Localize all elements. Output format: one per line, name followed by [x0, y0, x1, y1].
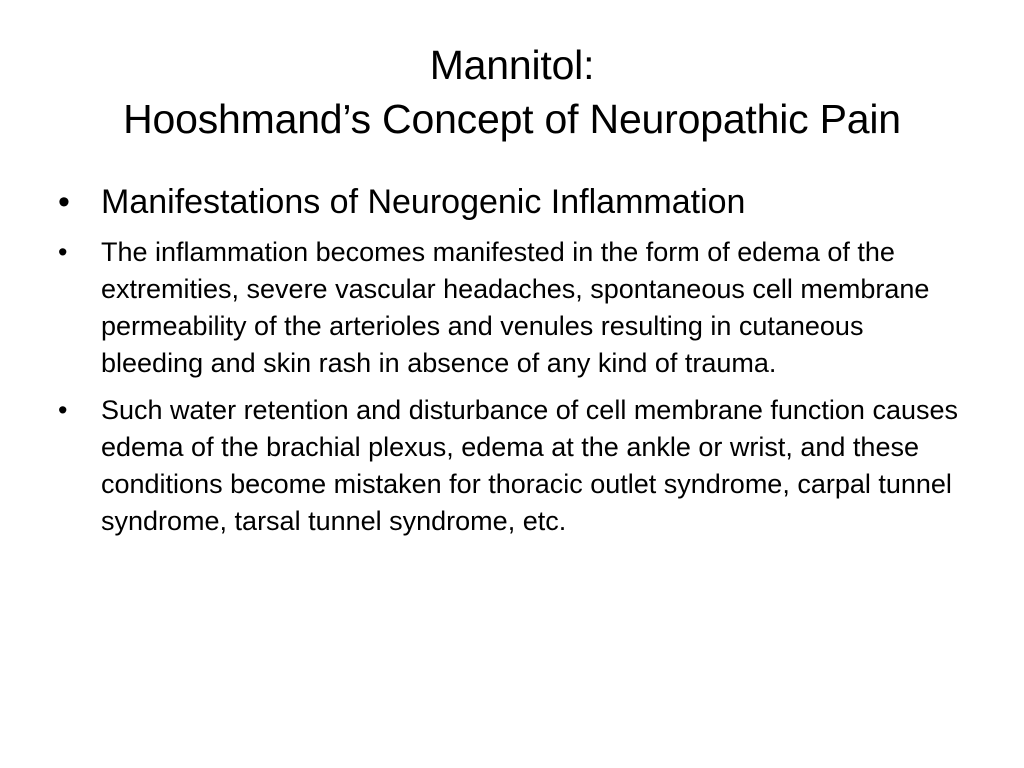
- slide-body: [58, 180, 958, 550]
- slide-title-line-1: Mannitol:: [429, 42, 595, 88]
- bullet-item: [58, 392, 958, 540]
- slide-title-line-2: Hooshmand’s Concept of Neuropathic Pain: [123, 96, 901, 142]
- bullet-text: Such water retention and disturbance of cell membrane function causes edema of the brachial plexus, edema at the ankle or wrist, and these conditions become mistaken for thoracic outlet syndrome, carpal tunnel syndrome, tarsal tunnel syndrome, etc.: [101, 395, 958, 536]
- bullet-item: [58, 180, 958, 224]
- slide-title: [40, 38, 984, 146]
- bullet-dot-icon: •: [58, 395, 68, 425]
- bullet-dot-icon: •: [58, 183, 70, 221]
- bullet-dot-icon: •: [58, 237, 68, 267]
- bullet-text: Manifestations of Neurogenic Inflammation: [101, 183, 746, 221]
- bullet-text: The inflammation becomes manifested in the form of edema of the extremities, severe vascular headaches, spontaneous cell membrane permeability of the arterioles and venules resulting in cutaneous bleeding and skin rash in absence of any kind of trauma.: [101, 237, 930, 378]
- bullet-item: [58, 234, 958, 382]
